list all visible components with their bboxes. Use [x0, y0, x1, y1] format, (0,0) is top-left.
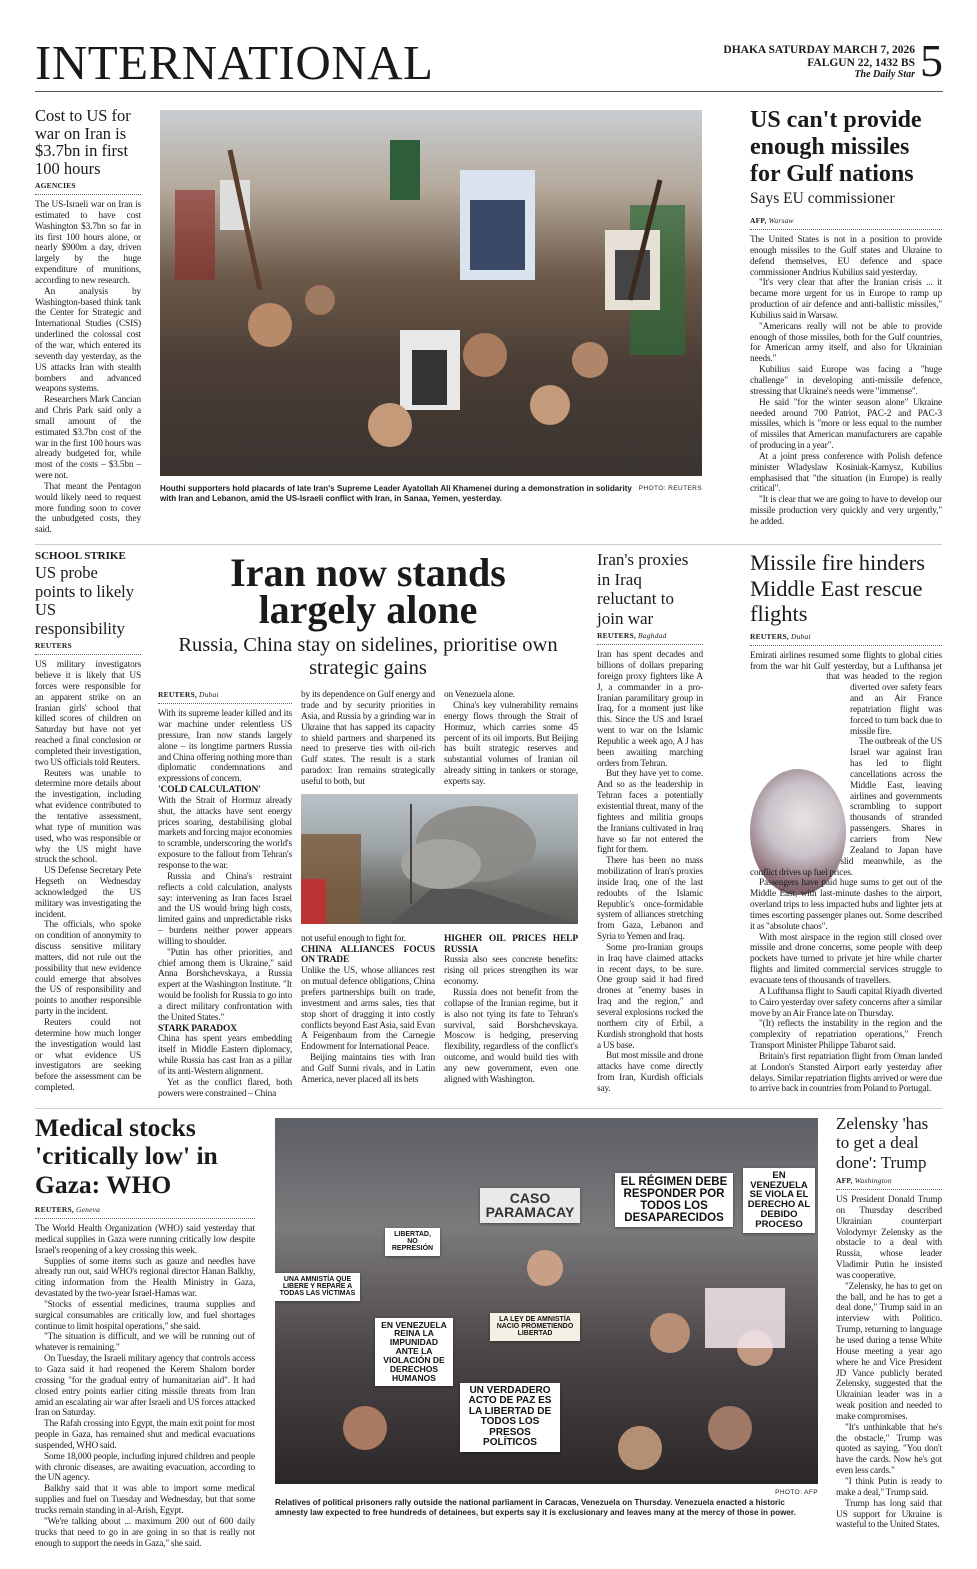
article-body [158, 709, 292, 1099]
section-title: INTERNATIONAL [35, 35, 434, 90]
photo-credit: PHOTO: REUTERS [638, 485, 702, 492]
paragraph: Some 18,000 people, including injured children and people with chronic diseases, are awaiting evacuation, according to the UN agency. [35, 1451, 255, 1484]
article-cost [35, 107, 141, 536]
headline: Medical stocks 'critically low' in Gaza: WHO [35, 1112, 218, 1199]
kicker: SCHOOL STRIKE [35, 550, 126, 563]
article-flights [750, 550, 942, 1095]
row-bottom [35, 1108, 942, 1550]
paragraph: Russia also sees concrete benefits: rising oil prices strengthen its war economy. [444, 955, 578, 988]
byline-agency: AFP, [750, 216, 767, 225]
headline: Iran now stands largely alone [230, 550, 506, 633]
photo-illustration [160, 110, 702, 476]
article-body [750, 235, 942, 528]
subheading: CHINA ALLIANCES FOCUS ON TRADE [301, 944, 435, 966]
paragraph: On Tuesday, the Israeli military agency that controls access to Gaza said it had reopened the Kerem Shalom border crossing "for the gradual entry of humanitarian aid". It had closed entry points earlier citing missile threats from Iran amid an escalating air war after Israeli and US forces attacked Iran on Saturday. [35, 1354, 255, 1419]
paragraph: China's key vulnerability remains energy flows through the Strait of Hormuz, which carries some 45 percent of its oil imports. But Beijing has built strategic reserves and substantial volumes of Iranian oil already sitting in tankers or storage, experts say. [444, 701, 578, 787]
article-body [444, 690, 578, 788]
row-middle [35, 544, 942, 1099]
headline: US can't provide enough missiles for Gulf nations [750, 107, 922, 187]
paragraph: not useful enough to fight for. [301, 933, 406, 944]
byline-agency: REUTERS, [750, 631, 789, 641]
paragraph: Reuters was unable to determine more details about the investigation, including what evidence contributed to the tentative assessment, what type of munition was used, who was responsible or why the US might have struck the school. [35, 768, 141, 866]
paragraph: The United States is not in a position to provide enough missiles to the Gulf states and Ukraine to defend themselves, EU defence and space commissioner Andrius Kubilius said yesterday. [750, 235, 942, 278]
paragraph: US Defense Secretary Pete Hegseth on Wednesday acknowledged the US military was investigating the incident. [35, 866, 141, 920]
bottom-photo-block [275, 1118, 818, 1518]
paragraph: But most missile and drone attacks have come directly from Iran, Kurdish officials say. [597, 1051, 703, 1094]
paragraph: on Venezuela alone. [444, 690, 515, 701]
paragraph: Supplies of some items such as gauze and needles have already run out, said WHO's regional director Hanan Balkhy, citing information from the Health Ministry in Gaza, devastated by the two-year Israel-Hamas war. [35, 1256, 255, 1300]
paragraph: "(It) reflects the instability in the region and the complexity of repatriation operations," French Transport Minister Philippe Tabarot said. [750, 1019, 942, 1052]
paragraph: "It is clear that we are going to have to develop our missile production very quickly and very urgently," he added. [750, 495, 942, 527]
paragraph: An analysis by Washington-based think tank the Center for Strategic and International Studies (CSIS) underlined the colossal cost of the war, which entered its seventh day yesterday, as the US attacks Iran with stealth bombers and advanced weapons systems. [35, 286, 141, 395]
paragraph: "It's very clear that after the Iranian crisis ... it became more urgent for us in Europe to ramp up production of air defence and anti-ballistic missiles," Kubilius said in Warsaw. [750, 278, 942, 321]
caption-text: Houthi supporters hold placards of late Iran's Supreme Leader Ayatollah Ali Khamenei during a demonstration in solidarity with Iran and Lebanon, amid the US-Israeli conflict with Iran, in Sanaa, Yemen, yesterday. [160, 484, 632, 503]
byline-agency: REUTERS, [35, 1205, 74, 1215]
paragraph: But they have yet to come. And so as the leadership in Tehran faces a potentially existential threat, many of the fighters and militia groups the Iranians cultivated in Iraq have so far not entered the fight for them. [597, 769, 703, 856]
article-missiles [750, 107, 942, 528]
paragraph: There has been no mass mobilization of Iran's proxies inside Iraq, one of the last redoubts of the Islamic Republic's once-formidable system of alliances stretching from Gaza, Lebanon and Syria to Yemen and Iraq. [597, 856, 703, 943]
byline [836, 1176, 942, 1190]
headline: Zelensky 'has to get a deal done': Trump [836, 1113, 929, 1172]
protest-sign: LIBERTAD, NO REPRESIÓN [385, 1228, 440, 1256]
date: DHAKA SATURDAY MARCH 7, 2026 [723, 44, 915, 56]
paragraph: "It's unthinkable that he's the obstacle," Trump was quoted as saying. "You don't have the cards. Now he's got even less cards." [836, 1422, 942, 1477]
paragraph: A Lufthansa flight to Saudi capital Riyadh diverted to Cairo yesterday over safety concerns after a similar move by an Air France late on Thursday. [750, 986, 942, 1019]
paragraph: Reuters could not determine how much longer the investigation would last or what evidence US investigators are seeking before the assessment can be completed. [35, 1018, 141, 1094]
bottom-photo-caption [275, 1488, 818, 1518]
article-body [35, 200, 141, 536]
top-photo-caption [160, 484, 702, 504]
paragraph: Researchers Mark Cancian and Chris Park said only a small amount of the estimated $3.7bn cost of the war in the first 100 hours was already budgeted for, while most of the costs – $3.5bn – were not. [35, 395, 141, 482]
subheading: STARK PARADOX [158, 1023, 237, 1034]
protest-sign: EN VENEZUELA SE VIOLA EL DERECHO AL DEBIDO PROCESO [743, 1168, 815, 1234]
paragraph: "Putin has other priorities, and chief among them is Ukraine," said Anna Borshchevskaya, a Russia expert at the Washington Institute. "It would be foolish for Russia to go into a direct military confrontation with the United States." [158, 947, 292, 1023]
paragraph: That meant the Pentagon would likely need to request more funding soon to cover the unbudgeted costs, they said. [35, 481, 141, 536]
paragraph: Kubilius said Europe was facing a "huge challenge" in developing anti-missile defence, stressing that Ukraine's needs were "immense". [750, 365, 942, 397]
article-body [836, 1195, 942, 1531]
paragraph: "Americans really will not be able to provide enough of those missiles, both for the Gulf countries, for American army itself, and also for Ukrainian needs." [750, 321, 942, 365]
byline: AGENCIES [35, 181, 141, 195]
byline-place: Geneva [75, 1205, 101, 1215]
headline: Missile fire hinders Middle East rescue flights [750, 550, 925, 627]
article-proxies [597, 550, 703, 1095]
byline [35, 1205, 255, 1219]
protest-sign: UN VERDADERO ACTO DE PAZ ES LA LIBERTAD DE TODOS LOS PRESOS POLÍTICOS [460, 1383, 560, 1452]
paragraph: Russia does not benefit from the collapse of the Iranian regime, but it is also not tying its fate to Tehran's survival, said Borshchevskaya. Moscow is hedging, preserving flexibility, regardless of the conflict's outcome, and would build ties with any new government, even one aligned with Washington. [444, 987, 578, 1085]
photo-credit: PHOTO: AFP [775, 1488, 818, 1496]
byline-agency: AFP, [836, 1176, 853, 1186]
paragraph: Yet as the conflict flared, both powers were constrained – China [158, 1077, 292, 1099]
article-body [35, 1224, 255, 1549]
article-zelensky [836, 1114, 942, 1532]
byline-place: Dubai [790, 631, 811, 641]
article-body [750, 651, 942, 1096]
paragraph: The Rafah crossing into Egypt, the main exit point for most people in Gaza, has remained shut and medical evacuations suspended, WHO said. [35, 1419, 255, 1451]
top-photo-block [160, 110, 702, 504]
byline-agency: REUTERS, [158, 690, 197, 700]
paragraph: With its supreme leader killed and its war machine under relentless US pressure, Iran now stands largely alone – its longtime partners Russia and China offering nothing more than diplomatic condemnations and expressions of concern. [158, 709, 292, 785]
paragraph: The outbreak of the US Israel war against Iran has led to flight cancellations across the Middle East, leaving airlines and governments scrambling to support thousands of stranded passengers. Shares in carriers from New Zealand to Japan have slid meanwhile, as the conflict drives up fuel prices. [750, 737, 942, 878]
paragraph: Balkhy said that it was able to import some medical supplies and fuel on Tuesday and Wednesday, but that some trucks remain standing in al-Arish, Egypt. [35, 1484, 255, 1516]
byline-agency: REUTERS, [597, 631, 636, 641]
paragraph: by its dependence on Gulf energy and trade and by security priorities in Asia, and Russia by a grinding war in Ukraine that has sapped its capacity to shield partners and sharpened its need to preserve ties with oil-rich Gulf states. The result is a stark paradox: Iran remains strategically useful to both, but [301, 690, 435, 787]
paragraph: US President Donald Trump on Thursday described Ukrainian counterpart Volodymyr Zelensky as the obstacle to a deal with Russia, whose leader Vladimir Putin he insisted was cooperative. [836, 1195, 942, 1281]
paragraph: Trump has long said that US support for Ukraine is wasteful to the United States. [836, 1498, 942, 1531]
page-number: 5 [920, 35, 943, 86]
venezuela-rally-photo [275, 1118, 818, 1484]
paragraph: At a joint press conference with Polish defence minister Wladyslaw Kosiniak-Kamysz, Kubilius emphasised that "the situation (in Europe) is really critical". [750, 451, 942, 495]
lead-column-1 [158, 690, 292, 1099]
subhead: Russia, China stay on sidelines, prioritise own strategic gains [178, 634, 558, 680]
byline-place: Warsaw [768, 216, 794, 225]
header-rule [35, 91, 943, 92]
headline: US probe points to likely US responsibility [35, 563, 134, 638]
byline [597, 631, 703, 645]
paragraph: Emirati airlines resumed some flights to global cities from the war hit Gulf yesterday, but a Lufthansa jet that was headed to the region diverted over safety fears and an Air France repatriation flight was forced to turn back due to missile fire. [750, 650, 942, 737]
paragraph: Passengers have paid huge sums to get out of the Middle East, with last-minute dashes to the airport, overland trips to less impacted hubs and lighter jets at times escorting passenger planes out. Some described it as "absolute chaos". [750, 878, 942, 932]
protest-sign: CASO PARAMACAY [480, 1188, 580, 1223]
subheading: HIGHER OIL PRICES HELP RUSSIA [444, 933, 578, 955]
paragraph: He said "for the winter season alone" Ukraine needed around 700 Patriot, PAC-2 and PAC-3 missiles, which is "more or less equal to the number of missiles that American manufacturers are capable of producing in a year". [750, 397, 942, 452]
lead-columns [158, 690, 578, 1099]
article-paragraphs [750, 651, 942, 1096]
paragraph: Some pro-Iranian groups in Iraq have claimed attacks in recent days, to be sure. One group said it had fired drones at "enemy bases in Iraq and the region," and several explosions rocked the northern city of Erbil, a Kurdish stronghold that hosts a US base. [597, 942, 703, 1051]
paragraph: Britain's first repatriation flight from Oman landed at London's Stansted Airport early yesterday after delays. Similar repatriation flights arrived or were due to arrive back in countries from Poland to Portugal. [750, 1051, 942, 1095]
houthi-rally-photo [160, 110, 702, 476]
paragraph: Beijing maintains ties with Iran and Gulf Sunni rivals, and in Latin America, never placed all its bets [301, 1053, 435, 1085]
paragraph: "Zelensky, he has to get on the ball, and he has to get a deal done," Trump said in an interview with Politico. Trump, returning to language he used during a tense White House meeting a year ago where he and Vice President JD Vance publicly berated Zelensky, suggested that the Ukrainian leader was in a weak position and needed to make compromises. [836, 1281, 942, 1422]
byline [750, 632, 942, 646]
article-body [301, 690, 435, 788]
subheading: 'COLD CALCULATION' [158, 785, 261, 796]
protest-sign: UNA AMNISTÍA QUE LIBERE Y REPARE A TODAS LAS VÍCTIMAS [275, 1273, 360, 1301]
byline [158, 690, 292, 704]
smoke-photo [301, 794, 578, 924]
protest-sign: EN VENEZUELA REINA LA IMPUNIDAD ANTE LA VIOLACIÓN DE DERECHOS HUMANOS [375, 1318, 453, 1386]
protest-sign: LA LEY DE AMNISTÍA NACIÓ PROMETIENDO LIBERTAD [490, 1313, 580, 1341]
byline-place: Washington [854, 1176, 892, 1186]
protest-sign: EL RÉGIMEN DEBE RESPONDER POR TODOS LOS DESAPARECIDOS [615, 1173, 733, 1227]
headline: Iran's proxies in Iraq reluctant to join war [597, 550, 689, 628]
paragraph: China has spent years embedding itself in Middle Eastern diplomacy, while Russia has cast Iran as a pillar of its anti-Western alignment. [158, 1034, 292, 1077]
paragraph: US military investigators believe it is likely that US forces were responsible for an apparent strike on an Iranian girls' school that killed scores of children on Saturday but have not yet reached a final conclusion or completed their investigation, two US officials told Reuters. [35, 660, 141, 768]
article-body [301, 934, 435, 1086]
paragraph: "Stocks of essential medicines, trauma supplies and surgical consumables are critically low, and fuel shortages continue to limit hospital operations," she said. [35, 1299, 255, 1332]
article-body [597, 650, 703, 1095]
paragraph: The officials, who spoke on condition of anonymity to discuss sensitive military matters, did not rule out the possibility that new evidence could emerge that absolves the US of responsibility and points to another responsible party in the incident. [35, 920, 141, 1018]
paragraph: Iran has spent decades and billions of dollars preparing foreign proxy fighters like A J, a commander in a pro-Iranian paramilitary group in Iraq, for a moment just like this. Since the US and Israel went to war on the Islamic Republic a week ago, A J has been awaiting marching orders from Tehran. [597, 650, 703, 769]
paragraph: "The situation is difficult, and we will be running out of whatever is remaining." [35, 1332, 255, 1354]
date-bengali: FALGUN 22, 1432 BS [807, 56, 915, 69]
byline-place: Dubai [198, 690, 219, 700]
article-probe [35, 550, 141, 1094]
paragraph: The World Health Organization (WHO) said yesterday that medical supplies in Gaza were running critically low despite Israel's reopening of a key crossing this week. [35, 1224, 255, 1256]
dateline [723, 44, 915, 82]
byline: REUTERS [35, 641, 141, 655]
paper-logo: The Daily Star [854, 69, 915, 80]
paragraph: Unlike the US, whose alliances rest on mutual defence obligations, China prefers partnerships built on trade, investment and arms sales, ties that stop short of dragging it into costly conflicts beyond East Asia, said Evan A Feigenbaum from the Carnegie Endowment for International Peace. [301, 966, 435, 1053]
byline [750, 216, 942, 230]
article-gaza [35, 1114, 255, 1550]
lead-columns-2-3 [301, 690, 578, 1099]
row-top [35, 107, 942, 536]
headline: Cost to US for war on Iran is $3.7bn in first 100 hours [35, 106, 131, 178]
article-lead [158, 550, 578, 1099]
article-body [444, 934, 578, 1086]
byline-place: Baghdad [637, 631, 667, 641]
paragraph: The US-Israeli war on Iran is estimated to have cost Washington $3.7bn so far in its first 100 hours alone, or nearly $900m a day, driven largely by the huge expenditure of munitions, according to new research. [35, 200, 141, 286]
photo-illustration [301, 794, 578, 924]
paragraph: Russia and China's restraint reflects a cold calculation, analysts say: intervening as Iran faces Israel and the US would bring high costs, limited gains and unpredictable risks – burdens neither power appears willing to shoulder. [158, 871, 292, 947]
subhead: Says EU commissioner [750, 190, 895, 207]
paragraph: With the Strait of Hormuz already shut, the attacks have sent energy prices soaring, destabilising global markets and forcing major economies to scramble, underscoring the world's exposure to the fallout from Tehran's response to the war. [158, 795, 292, 871]
caption-text: Relatives of political prisoners rally outside the national parliament in Caracas, Venezuela on Thursday. Venezuela enacted a historic amnesty law expected to free hundreds of detainees, but experts say it is exclusionary and leaves many at the mercy of those in power. [275, 1497, 796, 1517]
paragraph: "We're talking about ... maximum 200 out of 600 daily trucks that need to go in are going in so that is really not enough to support the needs in Gaza," she said. [35, 1516, 255, 1549]
article-body [35, 660, 141, 1094]
paragraph: With most airspace in the region still closed over missile and drone concerns, some people with deep pockets have turned to private jet hire while charter flights and limited commercial services struggle to evacuate tens of thousands of travellers. [750, 932, 942, 986]
paragraph: "I think Putin is ready to make a deal," Trump said. [836, 1476, 942, 1498]
